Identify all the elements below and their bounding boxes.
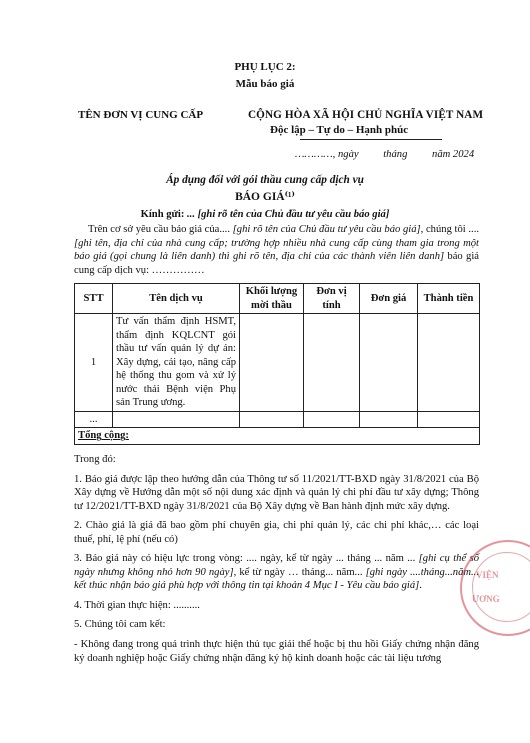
row-service — [113, 411, 240, 428]
header-service: Tên dịch vụ — [113, 284, 240, 314]
document-title: Mẫu báo giá — [235, 78, 295, 90]
terms-section — [74, 453, 479, 671]
intro-text-3: báo giá cung cấp dịch vụ: …………… — [74, 251, 479, 276]
total-label: Tổng cộng: — [75, 428, 480, 445]
row-quantity — [240, 314, 304, 412]
term-5-a: - Không đang trong quá trình thực hiện thủ tục giải thể hoặc bị thu hồi Giấy chứng nhận đăng ký doanh nghiệp hoặc Giấy chứng nhận đăng ký hộ kinh doanh hoặc các tài liệu tương — [74, 639, 479, 664]
term-1: 1. Báo giá được lập theo hướng dẫn của Thông tư số 11/2021/TT-BXD ngày 31/8/2021 của Bộ Xây dựng về Hướng dẫn một số nội dung xác định và quản lý chi phí đầu tư xây dựng; Thông tư 12/2021/TT-BXD ngày 31/8/2021 của Bộ Xây dựng về Ban hành định mức xây dựng. — [74, 473, 479, 512]
national-motto: Độc lập – Tự do – Hạnh phúc — [270, 124, 409, 136]
date-year: năm 2024 — [432, 149, 475, 160]
recipient-line — [0, 208, 530, 222]
header-stt: STT — [75, 284, 113, 314]
table-total-row — [75, 428, 480, 445]
term-3: 3. Báo giá này có hiệu lực trong vòng: .... ngày, kể từ ngày ... tháng ... năm ... [ghi cụ thể số ngày nhưng không nhỏ hơn 90 ngày], kể từ ngày … tháng... năm... [ghi ngày ....tháng...năm... kết thúc nhận báo giá phù hợp với thông tin tại khoản 4 Mục I - Yêu cầu báo giá]. — [74, 553, 479, 592]
date-line — [295, 148, 482, 162]
row-service: Tư vấn thẩm định HSMT, thẩm định KQLCNT gói thầu tư vấn quản lý dự án: Xây dựng, cải tạo, nâng cấp hệ thống thu gom và xử lý nước thải Bệnh viện Phụ sản Trung ương. — [113, 314, 240, 412]
header-price: Đơn giá — [360, 284, 418, 314]
header-unit: Đơn vị tính — [304, 284, 360, 314]
appendix-label: PHỤ LỤC 2: — [234, 61, 296, 73]
row-amount — [418, 411, 480, 428]
supplier-name: TÊN ĐƠN VỊ CUNG CẤP — [78, 109, 204, 121]
recipient-value: ... [ghi rõ tên của Chủ đầu tư yêu cầu báo giá] — [187, 209, 390, 220]
quote-title: BÁO GIÁ⁽¹⁾ — [235, 191, 295, 203]
term-5: 5. Chúng tôi cam kết: — [74, 619, 166, 631]
row-quantity — [240, 411, 304, 428]
intro-paragraph — [74, 223, 479, 277]
header-quantity: Khối lượng mời thầu — [240, 284, 304, 314]
table-row — [75, 314, 480, 412]
row-unit — [304, 411, 360, 428]
nation-name: CỘNG HÒA XÃ HỘI CHỦ NGHĨA VIỆT NAM — [248, 109, 484, 121]
row-amount — [418, 314, 480, 412]
row-stt: 1 — [75, 314, 113, 412]
table-row — [75, 411, 480, 428]
table-header-row — [75, 284, 480, 314]
stamp-text-1: VIỆN — [476, 570, 499, 580]
date-place: …………, ngày — [295, 149, 359, 160]
intro-placeholder-2: [ghi tên, địa chỉ của nhà cung cấp; trường hợp nhiều nhà cung cấp cùng tham gia trong một báo giá (gọi chung là liên danh) thì ghi rõ tên, địa chỉ của các thành viên liên danh] — [74, 237, 479, 263]
stamp-inner-ring — [472, 552, 530, 622]
terms-intro: Trong đó: — [74, 454, 116, 465]
intro-placeholder-1: [ghi rõ tên của Chủ đầu tư yêu cầu báo giá] — [232, 224, 421, 235]
date-month: tháng — [383, 149, 408, 160]
row-price — [360, 314, 418, 412]
stamp-text-2: ƯƠNG — [472, 594, 500, 604]
term-4: 4. Thời gian thực hiện: .......... — [74, 599, 200, 611]
scope-heading: Áp dụng đối với gói thầu cung cấp dịch vụ — [166, 174, 364, 186]
motto-underline — [300, 139, 442, 140]
row-price — [360, 411, 418, 428]
intro-text-2: , chúng tôi .... — [420, 224, 480, 235]
recipient-label: Kính gửi: — [140, 209, 188, 220]
row-unit — [304, 314, 360, 412]
intro-text-1: Trên cơ sở yêu cầu báo giá của.... — [88, 224, 233, 235]
term-2: 2. Chào giá là giá đã bao gồm phí chuyên gia, chi phí quản lý, các chi phí khác,… các loại thuế, phí, lệ phí (nếu có) — [74, 520, 479, 545]
service-table — [74, 283, 480, 445]
header-amount: Thành tiền — [418, 284, 480, 314]
row-stt: ... — [75, 411, 113, 428]
